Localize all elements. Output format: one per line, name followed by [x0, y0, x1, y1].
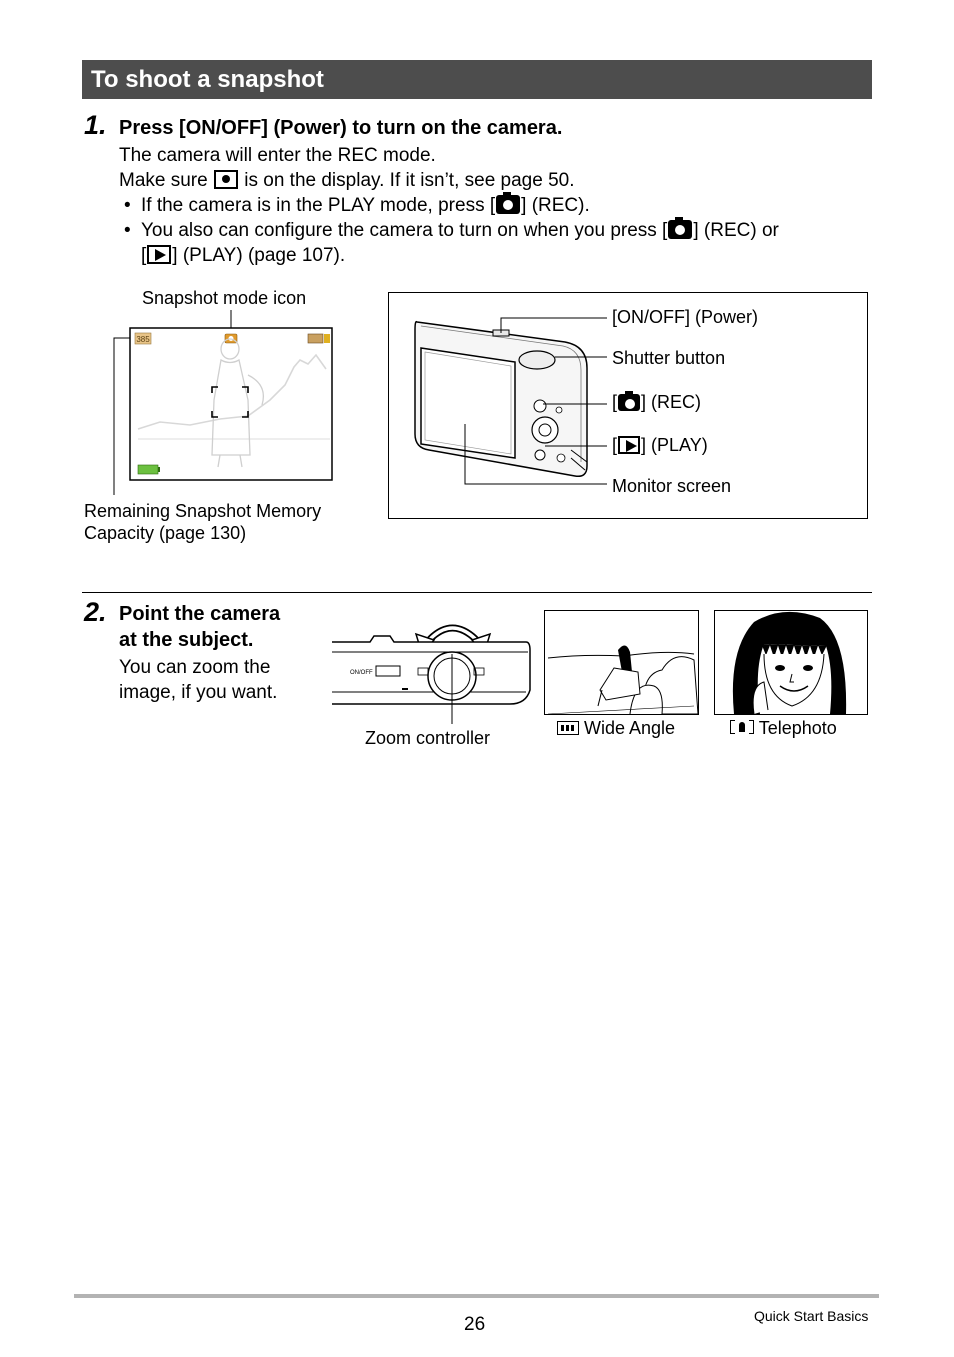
step-1-line-2-pre: Make sure [119, 170, 208, 191]
bullet-2-line-2-post: ] (PLAY) (page 107). [172, 245, 346, 266]
step-2-line-2: image, if you want. [119, 682, 278, 703]
telephoto-label [730, 717, 837, 739]
step-1-number: 1. [84, 110, 107, 140]
monitor-screen-label: Monitor screen [612, 476, 732, 496]
camera-rec-icon [668, 220, 692, 239]
camera-rec-icon [618, 394, 640, 411]
telephoto-text: Telephoto [758, 718, 837, 738]
wide-angle-photo [544, 610, 699, 715]
memory-counter: 385 [136, 335, 150, 344]
bullet-1-pre: If the camera is in the PLAY mode, press [ [141, 195, 496, 216]
bullet-1-post: ] (REC). [521, 195, 590, 216]
wide-angle-icon [557, 721, 579, 735]
play-icon [618, 436, 640, 454]
section-divider [82, 592, 872, 593]
rec-button-label [612, 391, 701, 413]
chapter-title: Quick Start Basics [754, 1308, 869, 1324]
shutter-button-label: Shutter button [612, 348, 726, 368]
zoom-controller-label: Zoom controller [365, 728, 491, 748]
bullet-2-mid: ] (REC) or [693, 220, 779, 241]
camera-back-illustration [395, 300, 618, 500]
camera-rec-icon [496, 195, 520, 214]
play-icon [147, 245, 171, 264]
telephoto-photo [714, 610, 868, 715]
play-label-pre: [ [612, 435, 618, 455]
camera-top-illustration [330, 606, 535, 726]
step-1-line-1: The camera will enter the REC mode. [119, 145, 436, 166]
bullet-dot: • [124, 220, 131, 241]
snapshot-mode-icon [214, 170, 238, 189]
step-2-number: 2. [84, 597, 107, 627]
play-label-post: ] (PLAY) [641, 435, 708, 455]
play-button-label [612, 434, 708, 456]
step-2-heading-line-1: Point the camera [119, 603, 281, 625]
telephoto-icon [730, 720, 754, 736]
step-2-heading-line-2: at the subject. [119, 629, 254, 651]
bullet-2-pre: You also can configure the camera to turn on when you press [ [141, 220, 668, 241]
memory-capacity-label-line-1: Remaining Snapshot Memory [84, 501, 322, 521]
bullet-dot: • [124, 195, 131, 216]
section-title: To shoot a snapshot [82, 60, 872, 99]
wide-angle-text: Wide Angle [584, 718, 676, 738]
display-illustration [80, 305, 350, 505]
step-1-bullet-2-cont [141, 243, 345, 268]
footer-rule [74, 1294, 879, 1298]
rec-label-post: ] (REC) [641, 392, 702, 412]
step-1-bullet-2 [124, 218, 779, 243]
step-1-line-2 [119, 168, 575, 193]
step-1-heading: Press [ON/OFF] (Power) to turn on the camera. [119, 117, 563, 139]
bullet-2-line-2-pre: [ [141, 245, 147, 266]
wide-angle-label [557, 717, 675, 739]
step-1-bullet-1 [124, 193, 590, 218]
page-number: 26 [464, 1314, 486, 1335]
rec-label-pre: [ [612, 392, 618, 412]
memory-capacity-label-line-2: Capacity (page 130) [84, 523, 247, 543]
power-button-label: [ON/OFF] (Power) [612, 307, 759, 327]
snapshot-mode-icon-label: Snapshot mode icon [142, 288, 307, 308]
step-2-line-1: You can zoom the [119, 657, 271, 678]
onoff-print: ON/OFF [350, 670, 373, 676]
step-1-line-2-post: is on the display. If it isn’t, see page 50. [244, 170, 575, 191]
